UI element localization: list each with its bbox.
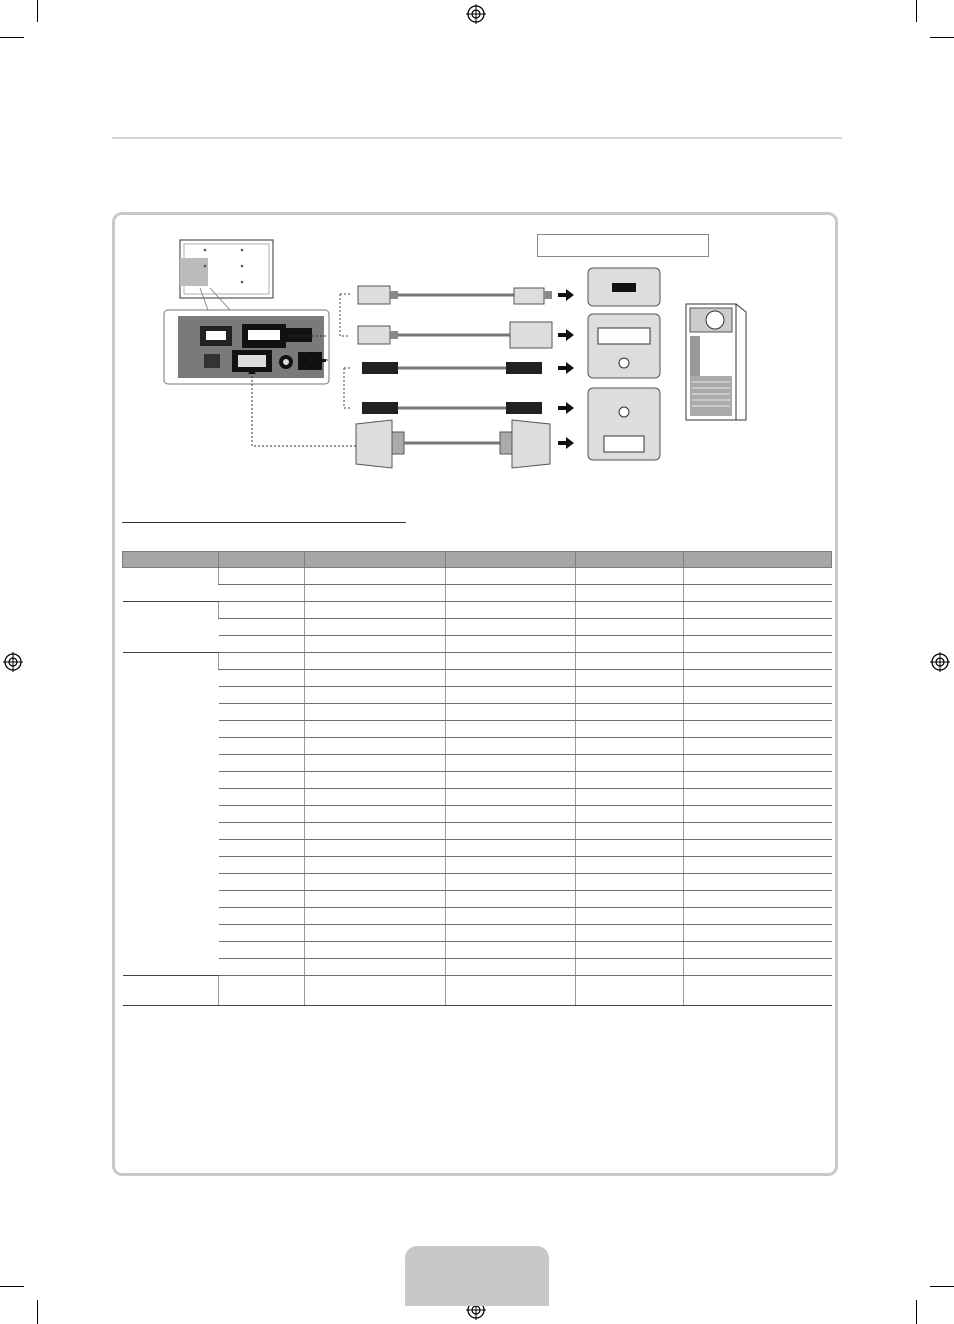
- table-row: [123, 874, 832, 891]
- pc-tower-icon: [686, 304, 746, 420]
- table-cell: [684, 976, 832, 1006]
- table-cell: [305, 806, 446, 823]
- table-row: [123, 789, 832, 806]
- table-cell: [219, 670, 305, 687]
- crop-mark: [930, 1286, 954, 1287]
- table-cell: [684, 568, 832, 585]
- table-cell: [305, 602, 446, 619]
- table-header-cell: [305, 552, 446, 568]
- table-cell: [446, 874, 576, 891]
- table-cell: [576, 721, 684, 738]
- table-cell: [446, 670, 576, 687]
- table-row: [123, 585, 832, 602]
- table-cell: [305, 653, 446, 670]
- registration-mark-icon: [3, 652, 23, 672]
- table-cell: [576, 925, 684, 942]
- table-cell: [684, 636, 832, 653]
- table-cell: [219, 755, 305, 772]
- table-cell: [219, 636, 305, 653]
- table-cell: [219, 976, 305, 1006]
- table-cell: [576, 619, 684, 636]
- table-row: [123, 738, 832, 755]
- table-row: [123, 670, 832, 687]
- table-row: [123, 619, 832, 636]
- table-cell: [446, 806, 576, 823]
- table-cell: [305, 704, 446, 721]
- table-row: [123, 840, 832, 857]
- table-cell: [576, 755, 684, 772]
- table-cell: [576, 806, 684, 823]
- table-cell: [576, 891, 684, 908]
- table-row: [123, 925, 832, 942]
- table-cell: [446, 840, 576, 857]
- table-cell: [446, 687, 576, 704]
- table-cell: [446, 738, 576, 755]
- table-cell: [446, 585, 576, 602]
- table-cell: [219, 823, 305, 840]
- table-cell: [219, 704, 305, 721]
- table-cell: [684, 653, 832, 670]
- table-cell: [219, 619, 305, 636]
- table-cell: [684, 874, 832, 891]
- pc-port-hdmi: [588, 268, 660, 306]
- table-cell: [446, 976, 576, 1006]
- tv-back-icon: [180, 240, 273, 298]
- table-cell: [576, 738, 684, 755]
- table-cell: [576, 687, 684, 704]
- table-cell: [446, 942, 576, 959]
- crop-mark: [930, 37, 954, 38]
- table-cell: [684, 755, 832, 772]
- crop-mark: [37, 1300, 38, 1324]
- table-cell: [576, 942, 684, 959]
- table-cell: [219, 687, 305, 704]
- table-cell: [684, 585, 832, 602]
- table-cell: [576, 840, 684, 857]
- table-cell: [219, 653, 305, 670]
- table-cell: [576, 585, 684, 602]
- table-header-cell: [123, 552, 219, 568]
- table-cell: [576, 857, 684, 874]
- table-cell: [684, 857, 832, 874]
- hdmi-dvi-cable: [358, 322, 552, 348]
- table-header-cell: [219, 552, 305, 568]
- table-row: [123, 636, 832, 653]
- table-row: [123, 891, 832, 908]
- table-cell: [684, 721, 832, 738]
- table-row: [123, 602, 832, 619]
- table-cell: [446, 959, 576, 976]
- table-cell: [576, 704, 684, 721]
- table-cell: [305, 874, 446, 891]
- table-cell: [219, 891, 305, 908]
- table-cell: [684, 704, 832, 721]
- table-cell: [684, 823, 832, 840]
- table-cell: [305, 942, 446, 959]
- table-cell: [684, 891, 832, 908]
- table-row: [123, 857, 832, 874]
- table-header-cell: [446, 552, 576, 568]
- table-cell: [446, 891, 576, 908]
- table-cell: [446, 823, 576, 840]
- crop-mark: [37, 0, 38, 22]
- table-cell: [219, 806, 305, 823]
- pc-port-dsub: [588, 388, 660, 460]
- table-cell: [219, 568, 305, 585]
- page-number-tab: [405, 1246, 549, 1306]
- table-row: [123, 653, 832, 670]
- table-cell: [576, 670, 684, 687]
- table-cell: [219, 874, 305, 891]
- table-cell: [219, 602, 305, 619]
- table-cell: [219, 925, 305, 942]
- table-cell: [305, 687, 446, 704]
- table-cell: [684, 619, 832, 636]
- tv-port-panel: [164, 310, 329, 384]
- display-mode-table: [122, 551, 832, 1006]
- table-cell: [576, 823, 684, 840]
- header-rule: [112, 137, 842, 139]
- table-cell: [219, 721, 305, 738]
- section-underline: [122, 522, 406, 523]
- table-row: [123, 823, 832, 840]
- table-row: [123, 806, 832, 823]
- table-cell: [305, 959, 446, 976]
- table-row: [123, 755, 832, 772]
- table-cell: [305, 789, 446, 806]
- table-cell: [219, 585, 305, 602]
- table-cell: [576, 653, 684, 670]
- table-cell: [446, 619, 576, 636]
- table-header-row: [123, 552, 832, 568]
- table-cell: [446, 636, 576, 653]
- table-cell: [576, 636, 684, 653]
- hdmi-cable: [358, 286, 552, 304]
- table-cell: [446, 568, 576, 585]
- crop-mark: [916, 1300, 917, 1324]
- table-cell: [684, 806, 832, 823]
- table-cell: [219, 959, 305, 976]
- table-cell: [576, 908, 684, 925]
- table-group-cell: [123, 602, 219, 653]
- table-cell: [446, 704, 576, 721]
- table-row: [123, 976, 832, 1006]
- table-cell: [684, 687, 832, 704]
- table-cell: [219, 840, 305, 857]
- registration-mark-icon: [930, 652, 950, 672]
- table-cell: [684, 670, 832, 687]
- table-cell: [305, 738, 446, 755]
- table-row: [123, 959, 832, 976]
- table-cell: [576, 789, 684, 806]
- crop-mark: [916, 0, 917, 22]
- table-cell: [305, 925, 446, 942]
- table-cell: [446, 772, 576, 789]
- table-header-cell: [576, 552, 684, 568]
- table-cell: [446, 602, 576, 619]
- table-cell: [219, 908, 305, 925]
- table-cell: [305, 585, 446, 602]
- table-row: [123, 704, 832, 721]
- table-group-cell: [123, 568, 219, 602]
- table-cell: [684, 602, 832, 619]
- table-cell: [446, 721, 576, 738]
- table-cell: [446, 653, 576, 670]
- table-row: [123, 687, 832, 704]
- table-cell: [305, 755, 446, 772]
- table-row: [123, 908, 832, 925]
- table-cell: [219, 857, 305, 874]
- connection-diagram: [160, 236, 760, 476]
- table-cell: [305, 840, 446, 857]
- table-row: [123, 568, 832, 585]
- table-cell: [576, 976, 684, 1006]
- table-cell: [576, 874, 684, 891]
- table-header-cell: [684, 552, 832, 568]
- table-cell: [219, 789, 305, 806]
- table-cell: [684, 840, 832, 857]
- table-cell: [684, 959, 832, 976]
- table-cell: [446, 908, 576, 925]
- table-cell: [446, 789, 576, 806]
- audio-cable: [362, 362, 542, 374]
- table-cell: [684, 772, 832, 789]
- table-cell: [576, 568, 684, 585]
- table-cell: [446, 755, 576, 772]
- table-cell: [305, 976, 446, 1006]
- table-cell: [576, 602, 684, 619]
- table-cell: [576, 959, 684, 976]
- registration-mark-icon: [466, 4, 486, 24]
- table-group-cell: [123, 653, 219, 976]
- table-cell: [219, 738, 305, 755]
- audio-cable: [362, 402, 542, 414]
- table-row: [123, 721, 832, 738]
- table-cell: [446, 925, 576, 942]
- table-cell: [305, 772, 446, 789]
- table-cell: [684, 925, 832, 942]
- crop-mark: [0, 37, 24, 38]
- table-cell: [305, 721, 446, 738]
- table-cell: [219, 942, 305, 959]
- table-row: [123, 772, 832, 789]
- table-cell: [305, 670, 446, 687]
- table-cell: [446, 857, 576, 874]
- table-cell: [305, 636, 446, 653]
- table-cell: [305, 568, 446, 585]
- dsub-cable: [356, 420, 550, 468]
- table-cell: [684, 789, 832, 806]
- table-cell: [305, 823, 446, 840]
- table-group-cell: [123, 976, 219, 1006]
- pc-port-dvi: [588, 314, 660, 378]
- crop-mark: [0, 1286, 24, 1287]
- table-row: [123, 942, 832, 959]
- table-cell: [305, 857, 446, 874]
- table-cell: [684, 908, 832, 925]
- table-cell: [305, 619, 446, 636]
- table-cell: [219, 772, 305, 789]
- table-cell: [684, 942, 832, 959]
- table-cell: [305, 908, 446, 925]
- table-cell: [576, 772, 684, 789]
- table-cell: [305, 891, 446, 908]
- table-cell: [684, 738, 832, 755]
